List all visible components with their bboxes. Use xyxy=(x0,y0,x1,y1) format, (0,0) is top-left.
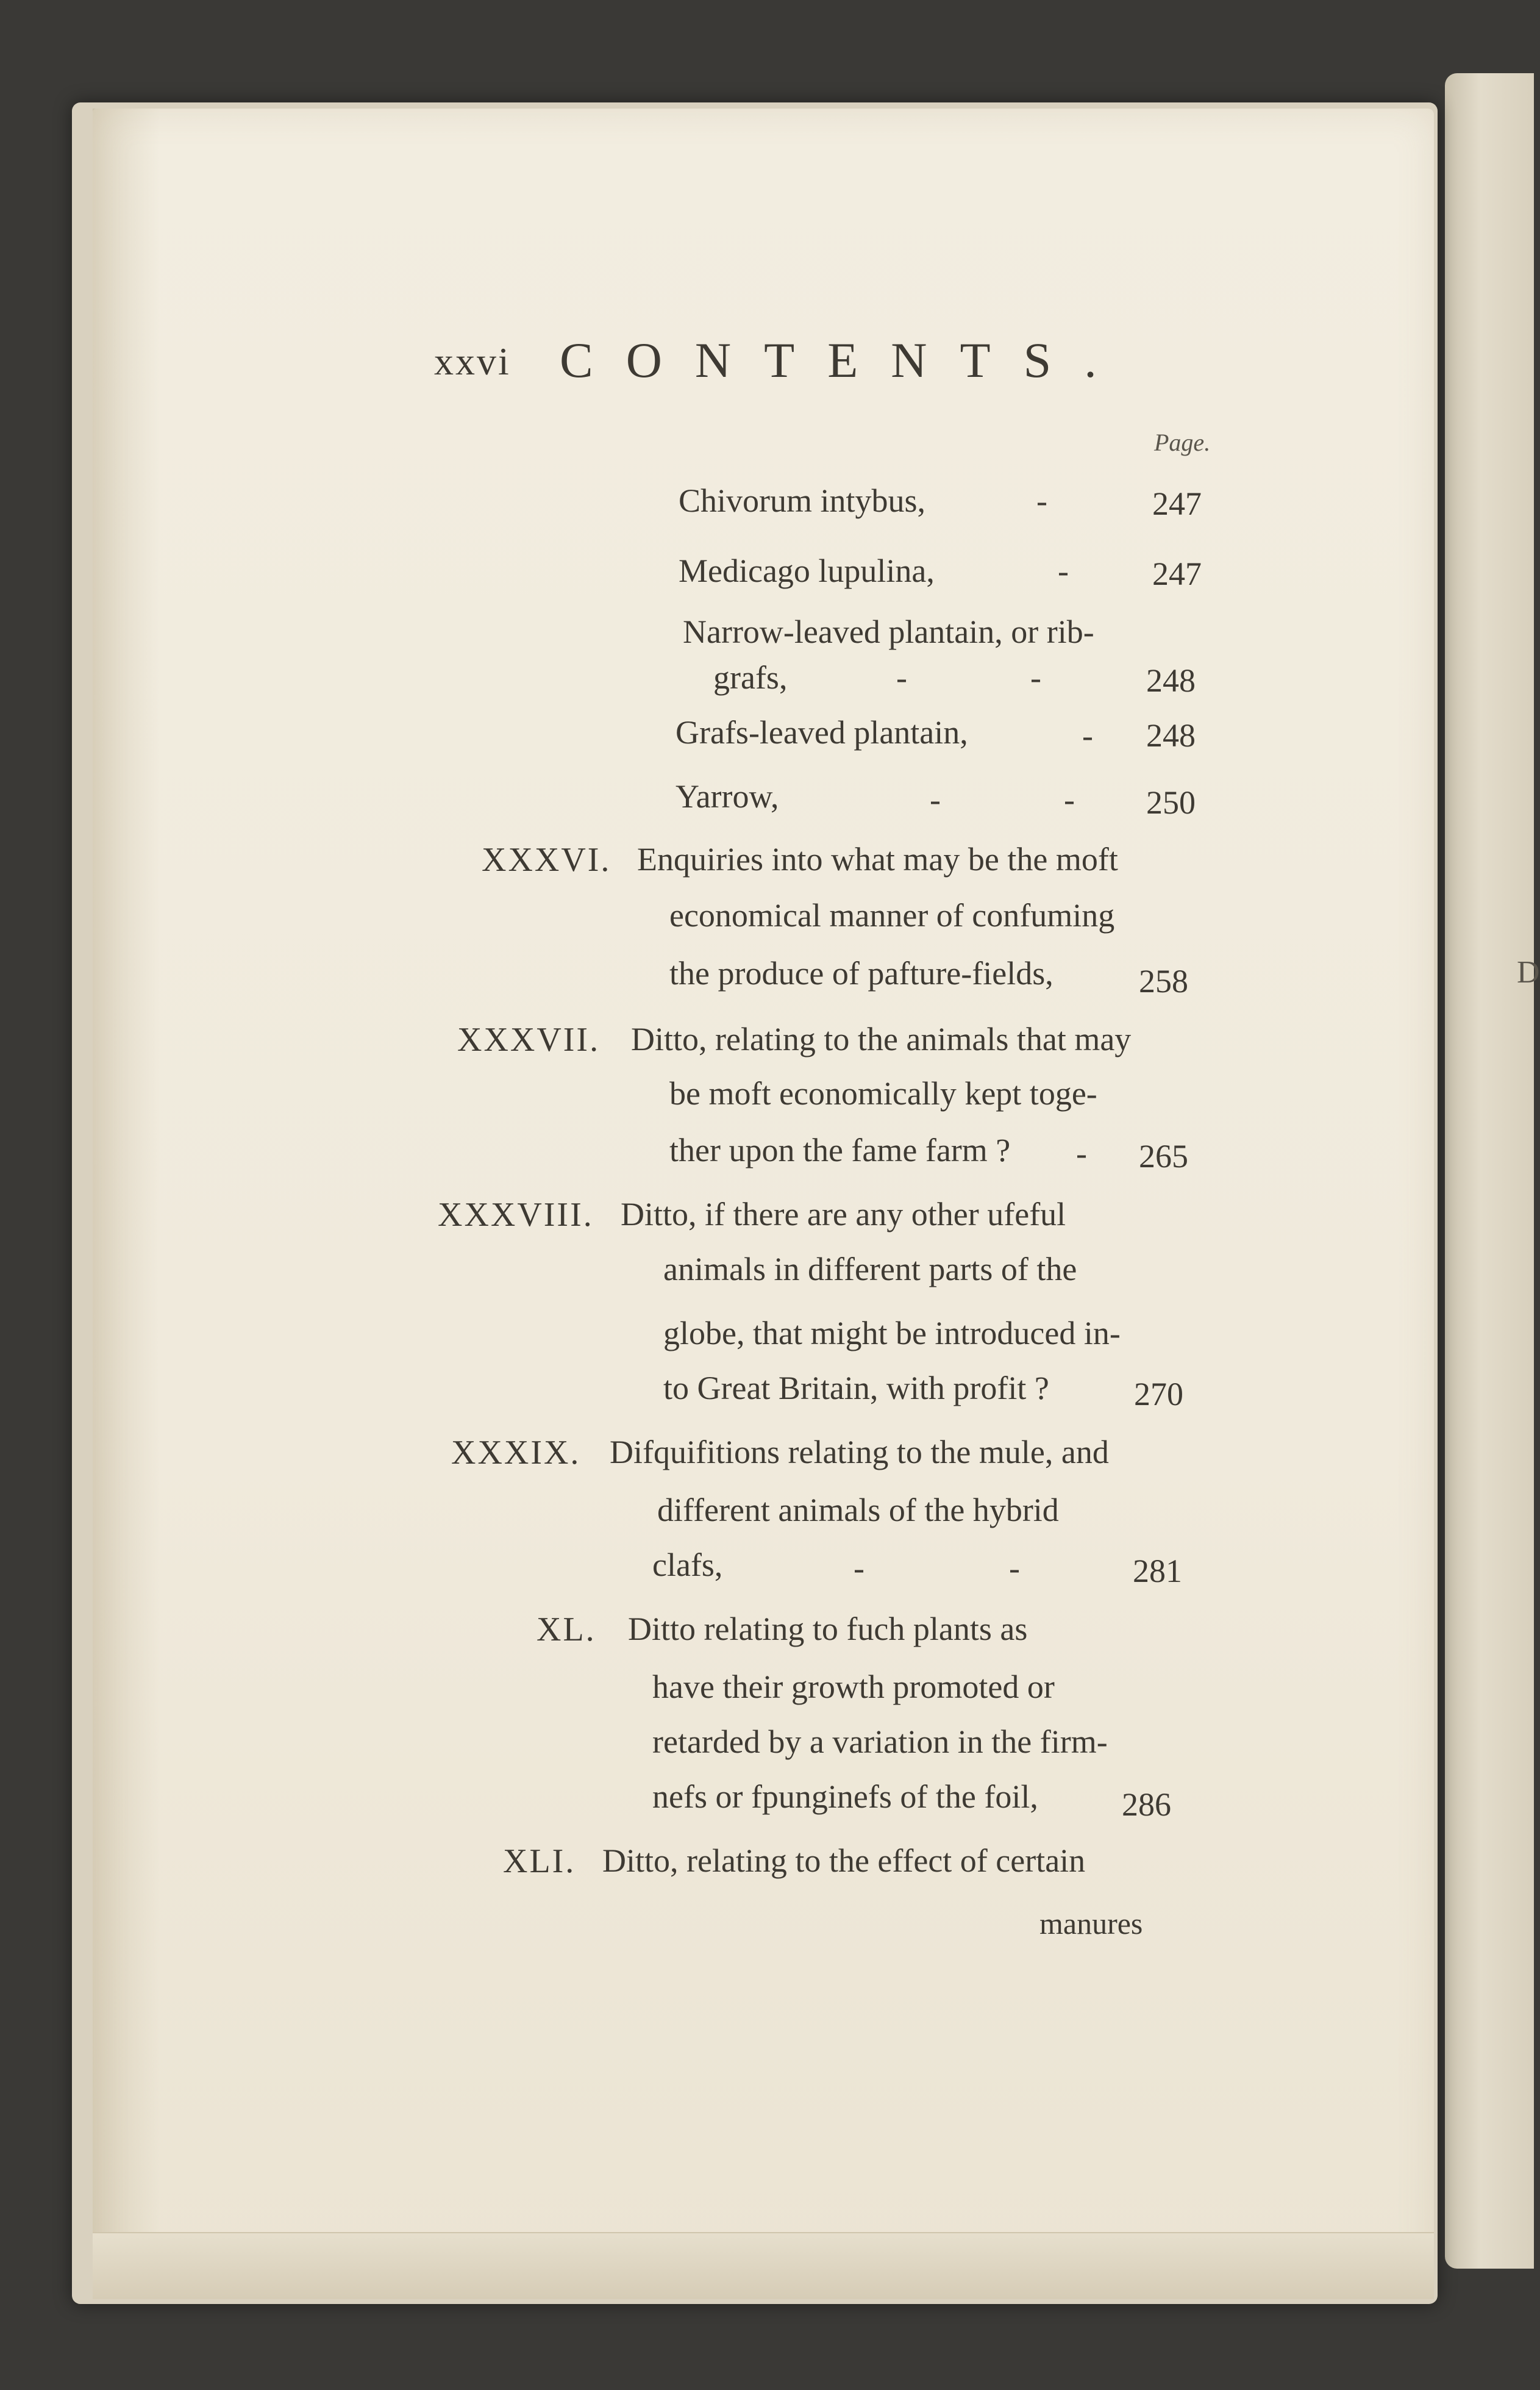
next-page-edge-letter: D xyxy=(1517,955,1540,990)
chapter-line: clafs, xyxy=(652,1547,723,1583)
entry-dash: - xyxy=(1082,717,1093,754)
catchword: manures xyxy=(1039,1906,1143,1941)
entry-text: Chivorum intybus, xyxy=(679,482,926,519)
chapter-line: animals in different parts of the xyxy=(663,1251,1077,1287)
entry-text-continued: grafs, xyxy=(713,659,788,696)
page-bottom-edge xyxy=(93,2232,1434,2299)
chapter-numeral: XXXVIII. xyxy=(438,1196,594,1234)
chapter-page: 270 xyxy=(1134,1376,1183,1412)
entry-text: Medicago lupulina, xyxy=(679,553,935,589)
chapter-line: the produce of pafture-fields, xyxy=(669,955,1053,992)
chapter-numeral: XL. xyxy=(537,1611,596,1648)
chapter-line: nefs or fpunginefs of the foil, xyxy=(652,1778,1038,1815)
chapter-line: ther upon the fame farm ? xyxy=(669,1132,1011,1168)
chapter-line: Difquifitions relating to the mule, and xyxy=(610,1434,1109,1470)
chapter-line: globe, that might be introduced in- xyxy=(663,1315,1121,1351)
chapter-line: have their growth promoted or xyxy=(652,1669,1055,1705)
chapter-page: 265 xyxy=(1139,1138,1188,1175)
entry-page: 247 xyxy=(1152,556,1202,592)
chapter-line: Ditto, relating to the effect of certain xyxy=(602,1842,1086,1879)
chapter-numeral: XXXVI. xyxy=(482,841,611,879)
chapter-line: Ditto relating to fuch plants as xyxy=(628,1611,1028,1647)
chapter-page: 286 xyxy=(1122,1786,1171,1823)
chapter-line: retarded by a variation in the firm- xyxy=(652,1723,1108,1760)
entry-page: 250 xyxy=(1146,784,1196,821)
entry-text: Yarrow, xyxy=(676,778,779,815)
next-page-edge xyxy=(1445,73,1540,2269)
chapter-dash: - xyxy=(854,1550,864,1586)
chapter-line: economical manner of confuming xyxy=(669,897,1115,934)
chapter-numeral: XLI. xyxy=(503,1842,576,1880)
entry-page: 247 xyxy=(1152,485,1202,522)
page-title: CONTENTS. xyxy=(560,332,1130,388)
chapter-line: Enquiries into what may be the moft xyxy=(637,841,1118,878)
chapter-dash: - xyxy=(1009,1550,1020,1586)
entry-dash: - xyxy=(1058,553,1069,589)
entry-text: Grafs-leaved plantain, xyxy=(676,714,968,751)
chapter-numeral: XXXVII. xyxy=(457,1021,601,1059)
entry-dash: - xyxy=(930,781,941,818)
chapter-line: different animals of the hybrid xyxy=(657,1492,1059,1528)
chapter-page: 281 xyxy=(1133,1553,1182,1589)
entry-dash: - xyxy=(896,659,907,696)
entry-dash: - xyxy=(1064,781,1075,818)
entry-dash: - xyxy=(1036,482,1047,519)
page-column-label: Page. xyxy=(1154,429,1211,456)
chapter-line: to Great Britain, with profit ? xyxy=(663,1370,1049,1406)
chapter-line: Ditto, relating to the animals that may xyxy=(631,1021,1132,1057)
entry-text: Narrow-leaved plantain, or rib- xyxy=(683,614,1094,650)
chapter-line: Ditto, if there are any other ufeful xyxy=(621,1196,1066,1233)
chapter-line: be moft economically kept toge- xyxy=(669,1075,1097,1112)
chapter-numeral: XXXIX. xyxy=(451,1434,581,1472)
entry-dash: - xyxy=(1030,659,1041,696)
running-page-number: xxvi xyxy=(434,340,511,383)
entry-page: 248 xyxy=(1146,717,1196,754)
chapter-page: 258 xyxy=(1139,963,1188,1000)
chapter-dash: - xyxy=(1076,1135,1087,1172)
entry-page: 248 xyxy=(1146,662,1196,699)
